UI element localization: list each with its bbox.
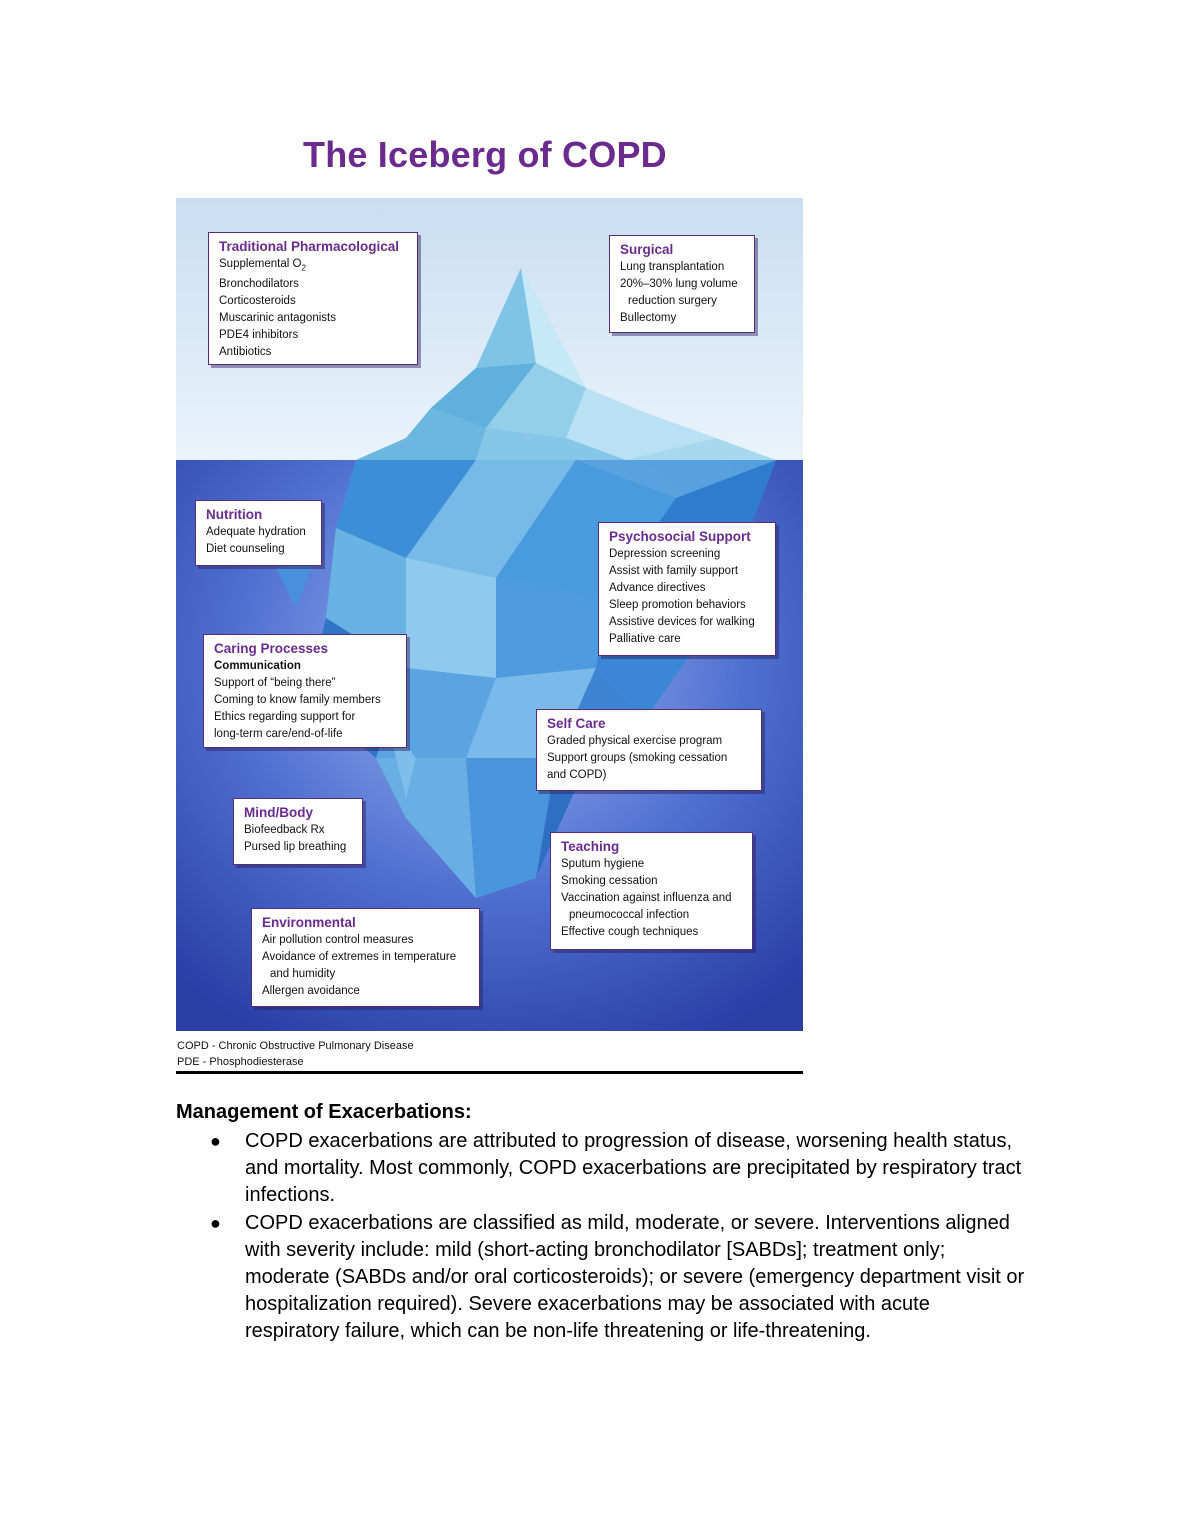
box-item: Assistive devices for walking <box>609 616 755 628</box>
box-item: Antibiotics <box>219 346 272 359</box>
box-traditional-pharmacological <box>208 232 418 365</box>
box-item: Coming to know family members <box>214 694 381 706</box>
box-item: Vaccination against influenza and <box>561 892 732 904</box>
figure-divider <box>176 1071 803 1074</box>
box-item: pneumococcal infection <box>569 909 690 921</box>
bullet-item <box>210 1128 1025 1209</box>
box-heading: Nutrition <box>206 507 263 522</box>
box-item: Sleep promotion behaviors <box>609 599 746 611</box>
box-item: Bronchodilators <box>219 278 299 291</box>
box-item: Depression screening <box>609 548 721 560</box>
box-item: Palliative care <box>609 633 681 645</box>
box-item: Corticosteroids <box>219 295 296 308</box>
box-heading: Caring Processes <box>214 641 329 656</box>
box-surgical <box>609 235 755 333</box>
bullet-text: COPD exacerbations are attributed to progression of disease, worsening health status, and mortality. Most commonly, COPD exacerbations are precipitated by respiratory tract infections. <box>245 1130 1022 1206</box>
o2-subscript: 2 <box>301 263 306 273</box>
note-line: PDE - Phosphodiesterase <box>177 1056 304 1068</box>
figure-title: The Iceberg of COPD <box>303 134 667 175</box>
box-item-text: Supplemental O <box>219 258 302 270</box>
box-teaching <box>550 832 753 950</box>
box-item: Diet counseling <box>206 543 285 555</box>
box-item: and humidity <box>270 968 336 980</box>
box-item: long-term care/end-of-life <box>214 728 343 740</box>
box-heading: Self Care <box>547 716 606 731</box>
box-item: Assist with family support <box>609 565 739 577</box>
box-item: Adequate hydration <box>206 526 306 538</box>
bullet-icon: ● <box>210 1213 221 1233</box>
box-self-care <box>536 709 762 791</box>
box-caring-processes <box>203 634 407 748</box>
box-item: Bullectomy <box>620 312 677 324</box>
box-item: PDE4 inhibitors <box>219 329 299 342</box>
box-heading: Psychosocial Support <box>609 529 751 544</box>
box-item: Lung transplantation <box>620 261 725 273</box>
bullet-text: COPD exacerbations are classified as mild, moderate, or severe. Interventions aligned with severity include: mild (short-acting bronchodilator [SABDs]; treatment only; moderate (SABDs and/or oral corticosteroids); or severe (emergency department visit or hospitalization required). Severe exacerbations may be associated with acute respiratory failure, which can be non-life threatening or life-threatening. <box>245 1212 1025 1342</box>
box-item: 20%–30% lung volume <box>620 278 738 290</box>
box-mind-body <box>233 798 363 865</box>
iceberg-figure <box>176 198 803 1031</box>
box-item: Communication <box>214 660 301 672</box>
box-item: Sputum hygiene <box>561 858 645 870</box>
box-item: Advance directives <box>609 582 706 594</box>
section-heading: Management of Exacerbations: <box>176 1101 472 1123</box>
abbreviation-notes <box>177 1038 414 1070</box>
box-item: Support of “being there” <box>214 677 336 689</box>
box-item: Air pollution control measures <box>262 934 414 946</box>
box-item: Pursed lip breathing <box>244 841 347 853</box>
note-line: COPD - Chronic Obstructive Pulmonary Disease <box>177 1040 414 1052</box>
box-item <box>219 256 409 276</box>
box-item: Smoking cessation <box>561 875 658 887</box>
box-heading: Surgical <box>620 242 674 257</box>
box-environmental <box>251 908 480 1007</box>
box-item: reduction surgery <box>628 295 717 307</box>
box-heading: Environmental <box>262 915 356 930</box>
box-item: Support groups (smoking cessation <box>547 752 728 764</box>
box-item: Muscarinic antagonists <box>219 312 336 325</box>
box-item: Avoidance of extremes in temperature <box>262 951 457 963</box>
box-item: Graded physical exercise program <box>547 735 723 747</box>
box-psychosocial-support <box>598 522 776 656</box>
box-heading: Mind/Body <box>244 805 313 820</box>
box-nutrition <box>195 500 322 566</box>
box-item: and COPD) <box>547 769 607 781</box>
box-item: Allergen avoidance <box>262 985 360 997</box>
bullet-icon: ● <box>210 1131 221 1151</box>
box-item: Ethics regarding support for <box>214 711 356 723</box>
box-item: Biofeedback Rx <box>244 824 325 836</box>
box-heading: Teaching <box>561 839 620 854</box>
bullet-item <box>210 1210 1025 1345</box>
box-item: Effective cough techniques <box>561 926 699 938</box>
box-heading: Traditional Pharmacological <box>219 239 400 254</box>
